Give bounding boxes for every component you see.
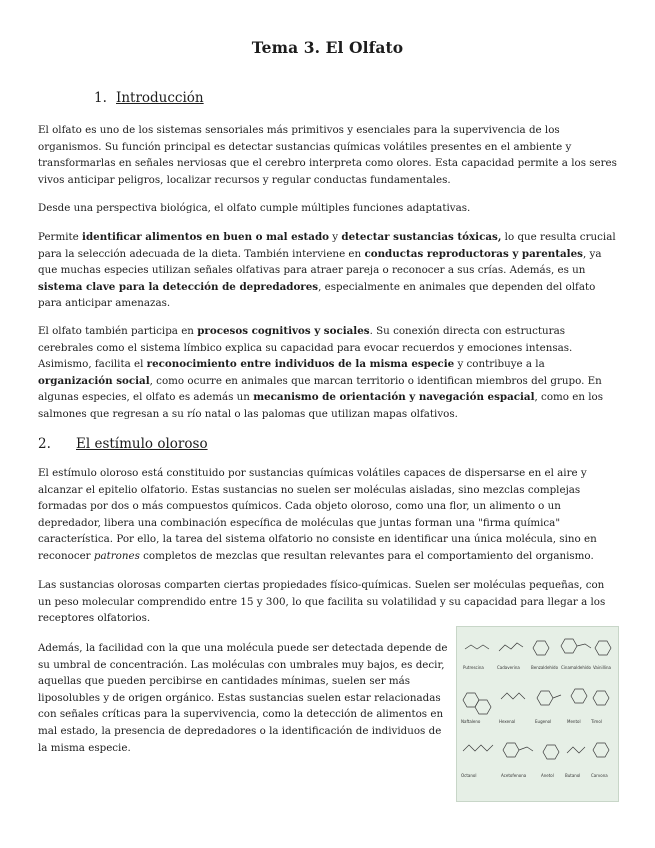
svg-text:Carvona: Carvona [591, 773, 608, 778]
p3-text-5: , especialmente en animales que dependen del olfato para anticipar amenazas. [38, 280, 596, 310]
p3-bold-1: identificar alimentos en buen o mal estado [82, 231, 330, 243]
paragraph-7: Además, la facilidad con la que una molécula puede ser detectada depende de su umbral de concentración. Las moléculas con umbrales muy bajos, es decir, aquellas que pueden percibirse en cantidades mínimas, suelen ser más liposolubles y de origen orgánico. Estas sustancias suelen estar relacionadas con señales críticas para la supervivencia, como la detección de alimentos en mal estado, la presencia de depredadores o la identificación de individuos de la misma especie. [38, 642, 448, 754]
paragraph-5 [38, 465, 618, 565]
p4-bold-3: organización social [38, 374, 150, 387]
p3-bold-4: sistema clave para la detección de depredadores [38, 280, 319, 293]
svg-text:Cinamaldehído: Cinamaldehído [561, 665, 591, 670]
svg-text:Benzaldehído: Benzaldehído [531, 665, 559, 670]
svg-text:Mentol: Mentol [567, 719, 581, 724]
paragraph-3 [38, 229, 618, 312]
svg-text:Timol: Timol [591, 719, 602, 724]
section-2-heading [38, 436, 208, 452]
p3-bold-2: detectar sustancias tóxicas, [341, 231, 502, 243]
p3-text-3: lo que resulta crucial para la selección adecuada de la dieta. También interviene en [38, 231, 616, 260]
p4-text-1: El olfato también participa en [38, 325, 198, 337]
p5-text-2: completos de mezclas que resultan relevantes para el comportamiento del organismo. [139, 549, 594, 562]
p3-text-2: y [329, 231, 342, 243]
p4-bold-4: mecanismo de orientación y navegación espacial [253, 391, 535, 404]
p3-text-4: , ya que muchas especies utilizan señales olfativas para atraer pareja o reconocer a sus crías. Además, es un [38, 247, 602, 277]
paragraph-4 [38, 323, 618, 423]
svg-text:Vainillina: Vainillina [593, 665, 611, 670]
p4-bold-2: reconocimiento entre individuos de la misma especie [146, 358, 455, 371]
svg-text:Naftaleno: Naftaleno [461, 719, 481, 724]
svg-text:Eugenol: Eugenol [535, 719, 552, 724]
section-1-heading [94, 90, 204, 106]
p4-text-4: , como ocurre en animales que marcan territorio o identifican miembros del grupo. En algunas especies, el olfato es además un [38, 374, 602, 404]
svg-text:Putrescina: Putrescina [463, 665, 484, 670]
svg-text:Butanol: Butanol [565, 773, 581, 778]
svg-text:Cadaverina: Cadaverina [497, 665, 520, 670]
document-title: Tema 3. El Olfato [251, 38, 404, 57]
p5-italic-1: patrones [93, 549, 140, 562]
p4-text-2: . Su conexión directa con estructuras cerebrales como el sistema límbico explica su capacidad para evocar recuerdos y emociones intensas. Asimismo, facilita el [38, 325, 573, 371]
p5-text-1: El estímulo oloroso está constituido por sustancias químicas volátiles capaces de dispersarse en el aire y alcanzar el epitelio olfatorio. Estas sustancias no suelen ser moléculas aisladas, sino mezclas complejas formadas por dos o más compuestos químicos. Cada objeto oloroso, como una flor, un alimento o un depredador, libera una combinación específica de moléculas que juntas forman una "firma química" característica. Por ello, la tarea del sistema olfatorio no consiste en identificar una única molécula, sino en reconocer [38, 467, 597, 562]
svg-text:Acetofenona: Acetofenona [501, 773, 527, 778]
odorant-molecules-figure [456, 626, 619, 802]
svg-text:Anetol: Anetol [541, 773, 554, 778]
svg-text:Octanol: Octanol [461, 773, 477, 778]
p4-text-5: , como en los salmones que regresan a su río natal o las palomas que utilizan mapas olfativos. [38, 391, 604, 420]
svg-text:Hexenal: Hexenal [499, 719, 516, 724]
p3-text-1: Permite [38, 231, 83, 243]
p4-text-3: y contribuye a la [454, 358, 545, 371]
paragraph-1: El olfato es uno de los sistemas sensoriales más primitivos y esenciales para la supervivencia de los organismos. Su función principal es detectar sustancias químicas volátiles presentes en el ambiente y transformarlas en señales nerviosas que el cerebro interpreta como olores. Esta capacidad permite a los seres vivos anticipar peligros, localizar recursos y regular conductas fundamentales. [38, 124, 617, 186]
p4-bold-1: procesos cognitivos y sociales [197, 325, 370, 337]
section-2-number: 2. [38, 436, 51, 452]
p3-bold-3: conductas reproductoras y parentales [364, 247, 583, 260]
paragraph-6: Las sustancias olorosas comparten ciertas propiedades físico-químicas. Suelen ser moléculas pequeñas, con un peso molecular comprendido entre 15 y 300, lo que facilita su volatilidad y su capacidad para llegar a los receptores olfatorios. [38, 579, 606, 625]
section-1-title: Introducción [116, 90, 204, 106]
section-2-title: El estímulo oloroso [76, 436, 208, 452]
section-1-number: 1. [94, 90, 107, 106]
paragraph-2: Desde una perspectiva biológica, el olfato cumple múltiples funciones adaptativas. [38, 202, 471, 214]
molecule-structures-illustration [457, 627, 618, 801]
